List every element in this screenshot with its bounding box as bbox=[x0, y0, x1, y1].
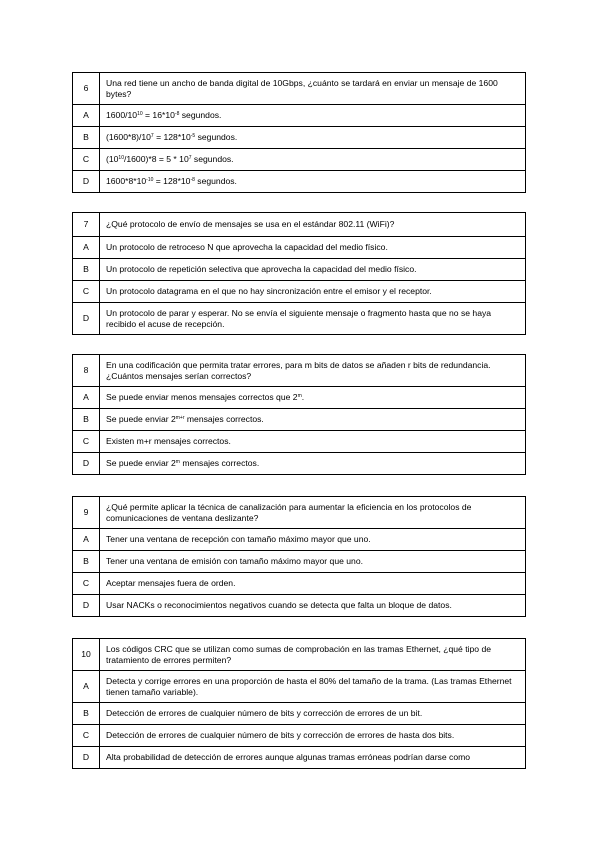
formula-part: = 128*10 bbox=[153, 176, 191, 187]
question-text: En una codificación que permita tratar errores, para m bits de datos se añaden r bits de redundancia. ¿Cuántos mensajes serían correctos? bbox=[100, 355, 526, 387]
option-row-b bbox=[73, 409, 526, 431]
option-text: Un protocolo de parar y esperar. No se envía el siguiente mensaje o fragmento hasta que no se haya recibido el acuse de recepción. bbox=[100, 303, 526, 335]
question-number: 8 bbox=[73, 355, 100, 387]
formula-part: segundos. bbox=[179, 110, 222, 121]
option-key: C bbox=[73, 573, 100, 595]
option-text: Detección de errores de cualquier número de bits y corrección de errores de un bit. bbox=[100, 703, 526, 725]
option-row-a bbox=[73, 671, 526, 703]
question-row bbox=[73, 639, 526, 671]
option-text: Detecta y corrige errores en una proporción de hasta el 80% del tamaño de la trama. (Las tramas Ethernet tienen tamaño variable). bbox=[100, 671, 526, 703]
option-row-a bbox=[73, 105, 526, 127]
option-text: Un protocolo de retroceso N que aprovecha la capacidad del medio físico. bbox=[100, 237, 526, 259]
formula-part: . bbox=[301, 392, 305, 403]
option-text bbox=[100, 149, 526, 171]
option-key: B bbox=[73, 259, 100, 281]
option-key: D bbox=[73, 453, 100, 475]
question-6-table bbox=[72, 72, 526, 193]
option-row-b bbox=[73, 703, 526, 725]
formula-part: = 16*10 bbox=[142, 110, 175, 121]
question-number: 10 bbox=[73, 639, 100, 671]
formula-exponent: m+r bbox=[175, 415, 185, 422]
formula-part: mensajes correctos. bbox=[184, 414, 264, 425]
option-key: C bbox=[73, 149, 100, 171]
formula-exponent: -8 bbox=[174, 111, 180, 118]
question-row bbox=[73, 73, 526, 105]
option-row-a bbox=[73, 387, 526, 409]
formula-exponent: m bbox=[297, 393, 302, 400]
option-text: Alta probabilidad de detección de errores aunque algunas tramas erróneas podrían darse como bbox=[100, 747, 526, 769]
formula-part: = 128*10 bbox=[153, 132, 191, 143]
formula-part: Se puede enviar 2 bbox=[106, 414, 176, 425]
option-row-d bbox=[73, 595, 526, 617]
option-text: Un protocolo de repetición selectiva que aprovecha la capacidad del medio físico. bbox=[100, 259, 526, 281]
option-key: B bbox=[73, 409, 100, 431]
option-row-b bbox=[73, 259, 526, 281]
question-row bbox=[73, 213, 526, 237]
option-text: Usar NACKs o reconocimientos negativos cuando se detecta que falta un bloque de datos. bbox=[100, 595, 526, 617]
option-row-d bbox=[73, 303, 526, 335]
option-row-b bbox=[73, 551, 526, 573]
question-number: 7 bbox=[73, 213, 100, 237]
formula-part: segundos. bbox=[195, 132, 238, 143]
formula-part: segundos. bbox=[191, 154, 234, 165]
option-row-a bbox=[73, 529, 526, 551]
question-10-table bbox=[72, 638, 526, 769]
option-text bbox=[100, 171, 526, 193]
formula-part: Se puede enviar menos mensajes correctos que 2 bbox=[106, 392, 298, 403]
formula-exponent: -8 bbox=[190, 177, 195, 184]
formula-part: 1600*8*10 bbox=[106, 176, 147, 187]
option-text: Existen m+r mensajes correctos. bbox=[100, 431, 526, 453]
option-key: D bbox=[73, 303, 100, 335]
formula-part: mensajes correctos. bbox=[179, 458, 260, 469]
option-row-c bbox=[73, 149, 526, 171]
option-text bbox=[100, 409, 526, 431]
question-text: ¿Qué permite aplicar la técnica de canalización para aumentar la eficiencia en los protocolos de comunicaciones de ventana deslizante? bbox=[100, 497, 526, 529]
option-key: A bbox=[73, 671, 100, 703]
formula-exponent: -10 bbox=[146, 177, 154, 184]
option-key: A bbox=[73, 529, 100, 551]
option-key: D bbox=[73, 171, 100, 193]
option-text bbox=[100, 127, 526, 149]
option-row-d bbox=[73, 453, 526, 475]
option-key: D bbox=[73, 595, 100, 617]
question-7-table bbox=[72, 212, 526, 335]
option-key: B bbox=[73, 551, 100, 573]
option-key: C bbox=[73, 725, 100, 747]
formula-part: segundos. bbox=[194, 176, 237, 187]
formula-exponent: 7 bbox=[150, 133, 154, 140]
formula-part: /1600)*8 = 5 * 10 bbox=[123, 154, 189, 165]
question-row bbox=[73, 497, 526, 529]
question-number: 6 bbox=[73, 73, 100, 105]
option-text: Aceptar mensajes fuera de orden. bbox=[100, 573, 526, 595]
option-row-d bbox=[73, 171, 526, 193]
question-text: ¿Qué protocolo de envío de mensajes se usa en el estándar 802.11 (WiFi)? bbox=[100, 213, 526, 237]
formula-part: (10 bbox=[106, 154, 119, 165]
option-row-c bbox=[73, 573, 526, 595]
option-key: A bbox=[73, 237, 100, 259]
question-8-table bbox=[72, 354, 526, 475]
option-text: Detección de errores de cualquier número de bits y corrección de errores de hasta dos bits. bbox=[100, 725, 526, 747]
formula-part: 1600/10 bbox=[106, 110, 138, 121]
option-key: A bbox=[73, 105, 100, 127]
option-key: B bbox=[73, 703, 100, 725]
option-text: Tener una ventana de emisión con tamaño máximo mayor que uno. bbox=[100, 551, 526, 573]
option-text bbox=[100, 387, 526, 409]
option-row-c bbox=[73, 725, 526, 747]
formula-part: (1600*8)/10 bbox=[106, 132, 151, 143]
option-text bbox=[100, 453, 526, 475]
question-row bbox=[73, 355, 526, 387]
option-text: Un protocolo datagrama en el que no hay sincronización entre el emisor y el receptor. bbox=[100, 281, 526, 303]
question-text: Una red tiene un ancho de banda digital de 10Gbps, ¿cuánto se tardará en enviar un mensaje de 1600 bytes? bbox=[100, 73, 526, 105]
option-row-b bbox=[73, 127, 526, 149]
formula-exponent: 7 bbox=[188, 155, 192, 162]
question-9-table bbox=[72, 496, 526, 617]
option-row-c bbox=[73, 281, 526, 303]
option-key: C bbox=[73, 431, 100, 453]
formula-exponent: 10 bbox=[137, 111, 143, 118]
option-text: Tener una ventana de recepción con tamaño máximo mayor que uno. bbox=[100, 529, 526, 551]
option-key: B bbox=[73, 127, 100, 149]
formula-exponent: -5 bbox=[190, 133, 196, 140]
formula-exponent: 10 bbox=[118, 155, 124, 162]
option-key: A bbox=[73, 387, 100, 409]
question-number: 9 bbox=[73, 497, 100, 529]
option-key: D bbox=[73, 747, 100, 769]
option-row-c bbox=[73, 431, 526, 453]
option-key: C bbox=[73, 281, 100, 303]
formula-exponent: m bbox=[175, 459, 180, 466]
option-row-a bbox=[73, 237, 526, 259]
question-text: Los códigos CRC que se utilizan como sumas de comprobación en las tramas Ethernet, ¿qué tipo de tratamiento de errores permiten? bbox=[100, 639, 526, 671]
option-text bbox=[100, 105, 526, 127]
formula-part: Se puede enviar 2 bbox=[106, 458, 176, 469]
option-row-d bbox=[73, 747, 526, 769]
